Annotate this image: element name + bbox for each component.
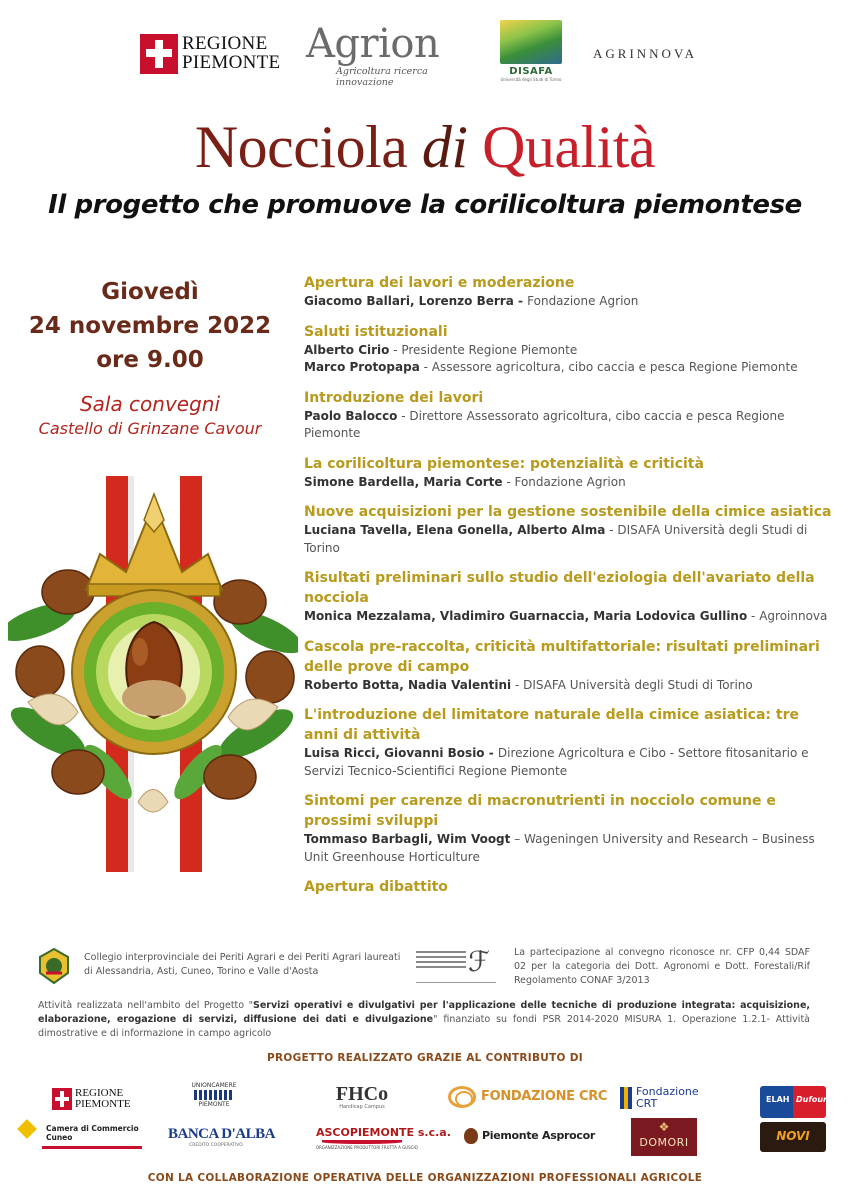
event-venue: Sala convegni xyxy=(79,392,221,416)
program-item-speakers xyxy=(304,522,834,557)
speaker-affiliation: Direzione Agricoltura e Cibo - Settore fitosanitario e Servizi Tecnico-Scientifici Regione Piemonte xyxy=(304,746,809,778)
agrinnova-logo xyxy=(593,38,718,70)
piemonte-line1: REGIONE xyxy=(182,33,268,54)
crt-line1: Fondazione xyxy=(636,1085,699,1098)
sponsor-banca-alba xyxy=(168,1126,275,1152)
crt-bars-icon xyxy=(620,1087,632,1109)
sponsor-unioncamere xyxy=(178,1082,250,1112)
dufour-name: Dufour xyxy=(796,1095,827,1104)
unioncamere-top: UNIONCAMERE xyxy=(191,1082,237,1089)
sponsor-elah-dufour-novi xyxy=(760,1086,826,1154)
banca-name: BANCA D'ALBA xyxy=(168,1126,275,1142)
fhco-name: FHCo xyxy=(335,1083,389,1105)
ccc-line2: Cuneo xyxy=(46,1133,73,1142)
program-item-title: Nuove acquisizioni per la gestione sostenibile della cimice asiatica xyxy=(304,504,832,520)
piemonte-shield-icon xyxy=(52,1088,72,1110)
speaker-names: Giacomo Ballari, Lorenzo Berra - xyxy=(304,294,528,308)
speaker-names: Tommaso Barbagli, Wim Voogt xyxy=(304,832,511,846)
sponsor-ascopiemonte xyxy=(316,1126,451,1154)
program-item-speakers xyxy=(304,359,834,377)
agrion-tagline: Agricoltura ricerca innovazione xyxy=(336,66,428,88)
program-item-speakers xyxy=(304,831,834,866)
sponsor-fhco xyxy=(326,1084,398,1114)
banca-sub: CREDITO COOPERATIVO xyxy=(189,1143,243,1148)
event-time: ore 9.00 xyxy=(96,347,204,373)
program-item-title: La corilicoltura piemontese: potenzialità e criticità xyxy=(304,455,704,472)
speaker-affiliation: - Assessore agricoltura, cibo caccia e pesca Regione Piemonte xyxy=(419,360,798,374)
program-item xyxy=(304,637,834,695)
conaf-lines-icon xyxy=(416,951,466,971)
sponsor-regione-piemonte xyxy=(52,1086,131,1112)
speaker-names: Luisa Ricci, Giovanni Bosio - xyxy=(304,746,498,760)
novi-name: NOVI xyxy=(776,1129,810,1143)
event-info xyxy=(0,275,300,441)
disafa-logo xyxy=(500,20,562,82)
program-item-title: Apertura dei lavori e moderazione xyxy=(304,275,575,291)
medallion-icon xyxy=(72,590,236,754)
elah-dufour-badge xyxy=(760,1086,826,1118)
speaker-names: Simone Bardella, Maria Corte xyxy=(304,474,503,489)
sponsor-piemonte-line1: REGIONE xyxy=(75,1087,124,1099)
speaker-names: Monica Mezzalama, Vladimiro Guarnaccia, Maria Lodovica Gullino xyxy=(304,609,748,623)
sponsor-piemonte-line2: PIEMONTE xyxy=(75,1098,131,1110)
program-item-speakers xyxy=(304,474,834,492)
novi-badge xyxy=(760,1122,826,1152)
domori-name: DOMORI xyxy=(639,1136,689,1149)
collegio-block xyxy=(38,947,401,987)
crc-name: FONDAZIONE CRC xyxy=(481,1089,608,1104)
program-item xyxy=(304,705,834,780)
piemonte-shield-icon xyxy=(140,34,178,74)
program-item-title: Risultati preliminari sullo studio dell'eziologia dell'avariato della nocciola xyxy=(304,570,815,606)
agrion-logo xyxy=(306,21,481,88)
crc-rings-icon xyxy=(448,1086,476,1108)
asco-swoosh-icon xyxy=(322,1140,402,1144)
program-item-title: L'introduzione del limitatore naturale della cimice asiatica: tre anni di attività xyxy=(304,707,799,743)
collegio-emblem-icon xyxy=(38,947,70,985)
disafa-sub: Università degli Studi di Torino xyxy=(500,77,562,82)
event-date: 24 novembre 2022 xyxy=(28,313,272,339)
program-item xyxy=(304,791,834,866)
speaker-names: Paolo Balocco xyxy=(304,408,398,423)
asco-name: ASCOPIEMONTE s.c.a. xyxy=(316,1126,451,1139)
speaker-affiliation: Fondazione Agrion xyxy=(527,294,639,308)
page-subtitle: Il progetto che promuove la corilicoltura piemontese xyxy=(48,190,802,220)
unioncamere-columns-icon xyxy=(194,1090,234,1100)
elah-name: ELAH xyxy=(766,1095,790,1104)
page-title xyxy=(0,112,850,182)
disafa-name: DISAFA xyxy=(509,66,553,77)
cfp-note: La partecipazione al convegno riconosce nr. CFP 0,44 SDAF 02 per la categoria dei Dott. Agronomi e Dott. Forestali/Rif Regolamento CONAF 3/2013 xyxy=(514,947,810,986)
conaf-logo xyxy=(416,945,496,983)
program-item-speakers xyxy=(304,342,834,360)
collegio-text: Collegio interprovinciale dei Periti Agrari e dei Periti Agrari laureati di Alessandria, Asti, Cuneo, Torino e Valle d'Aosta xyxy=(84,952,401,977)
agrinnova-name: AGRINNOVA xyxy=(593,46,698,61)
program-item-speakers xyxy=(304,293,834,311)
program-item xyxy=(304,877,834,897)
speaker-affiliation: – Wageningen University and Research – Business Unit Greenhouse Horticulture xyxy=(304,832,815,864)
sponsor-asprocor xyxy=(464,1127,596,1149)
hazelnut-crown-illustration xyxy=(8,472,298,872)
program-item xyxy=(304,322,834,377)
title-part3: Qualità xyxy=(482,114,656,180)
program-item-title: Introduzione dei lavori xyxy=(304,389,484,406)
speaker-names: Luciana Tavella, Elena Gonella, Alberto Alma xyxy=(304,523,606,537)
conaf-af-icon: ℱ xyxy=(468,947,491,978)
sponsor-camera-commercio xyxy=(20,1122,139,1152)
speaker-names: Marco Protopapa xyxy=(304,360,420,374)
speaker-affiliation: - DISAFA Università degli Studi di Torino xyxy=(304,523,808,555)
program-list xyxy=(304,273,834,908)
speaker-affiliation: - Fondazione Agrion xyxy=(502,474,626,489)
asprocor-name: Piemonte Asprocor xyxy=(482,1129,596,1142)
crt-line2: CRT xyxy=(636,1097,658,1110)
unioncamere-bottom: PIEMONTE xyxy=(198,1101,230,1108)
sponsors-heading: PROGETTO REALIZZATO GRAZIE AL CONTRIBUTO DI xyxy=(267,1052,583,1064)
program-item-title: Cascola pre-raccolta, criticità multifattoriale: risultati preliminari delle prove di campo xyxy=(304,638,820,675)
disafa-landscape-icon xyxy=(500,20,562,64)
program-item xyxy=(304,388,834,443)
program-item xyxy=(304,502,834,557)
program-item-speakers xyxy=(304,677,834,695)
regione-piemonte-logo xyxy=(140,33,281,74)
agrion-name: Agrion xyxy=(306,21,440,67)
ccc-underline xyxy=(42,1146,142,1149)
program-item xyxy=(304,568,834,626)
fhco-sub: Handicap Campus xyxy=(339,1104,385,1110)
program-item-speakers xyxy=(304,745,834,780)
hazelnut-icon xyxy=(464,1128,478,1144)
speaker-affiliation: - Agroinnova xyxy=(747,609,828,623)
sponsor-domori xyxy=(631,1118,697,1156)
program-item-speakers xyxy=(304,608,834,626)
title-part1: Nocciola xyxy=(194,114,422,180)
program-item-speakers xyxy=(304,408,834,443)
domori-ornament-icon: ❖ xyxy=(658,1120,670,1134)
ccc-line1: Camera di Commercio xyxy=(46,1124,139,1133)
project-note xyxy=(38,999,810,1041)
speaker-affiliation: - Direttore Assessorato agricoltura, cibo caccia e pesca Regione Piemonte xyxy=(304,408,785,440)
ccc-diamond-icon xyxy=(17,1119,37,1139)
project-note-pre: Attività realizzata nell'ambito del Progetto " xyxy=(38,1000,253,1011)
speaker-names: Roberto Botta, Nadia Valentini xyxy=(304,677,512,692)
project-note-post: " finanziato su fondi PSR 2014-2020 MISURA 1. Operazione 1.2.1- Attività dimostrative e di informazione in campo agricolo xyxy=(38,1014,810,1039)
program-item-title: Sintomi per carenze di macronutrienti in nocciolo comune e prossimi sviluppi xyxy=(304,793,776,829)
collaboration-note: CON LA COLLABORAZIONE OPERATIVA DELLE ORGANIZZAZIONI PROFESSIONALI AGRICOLE xyxy=(147,1172,703,1184)
speaker-names: Alberto Cirio xyxy=(304,342,390,357)
event-location: Castello di Grinzane Cavour xyxy=(38,419,262,438)
sponsor-fondazione-crt xyxy=(620,1086,715,1112)
event-day: Giovedì xyxy=(101,279,199,305)
program-item xyxy=(304,454,834,492)
project-note-title: Servizi operativi e divulgativi per l'applicazione delle tecniche di produzione integrata: acquisizione, elaborazione, erogazione di servizi, diffusione dei dati e divulgazione xyxy=(38,1000,810,1025)
program-item-title: Saluti istituzionali xyxy=(304,323,448,340)
asco-sub: ORGANIZZAZIONE PRODUTTORI FRUTTA A GUSCIO xyxy=(316,1145,418,1150)
sponsor-fondazione-crc xyxy=(448,1085,608,1111)
piemonte-line2: PIEMONTE xyxy=(182,52,281,73)
program-item-title: Apertura dibattito xyxy=(304,879,448,895)
program-item xyxy=(304,273,834,311)
title-part2: di xyxy=(421,114,483,180)
speaker-affiliation: - Presidente Regione Piemonte xyxy=(389,342,578,357)
speaker-affiliation: - DISAFA Università degli Studi di Torino xyxy=(511,677,753,692)
